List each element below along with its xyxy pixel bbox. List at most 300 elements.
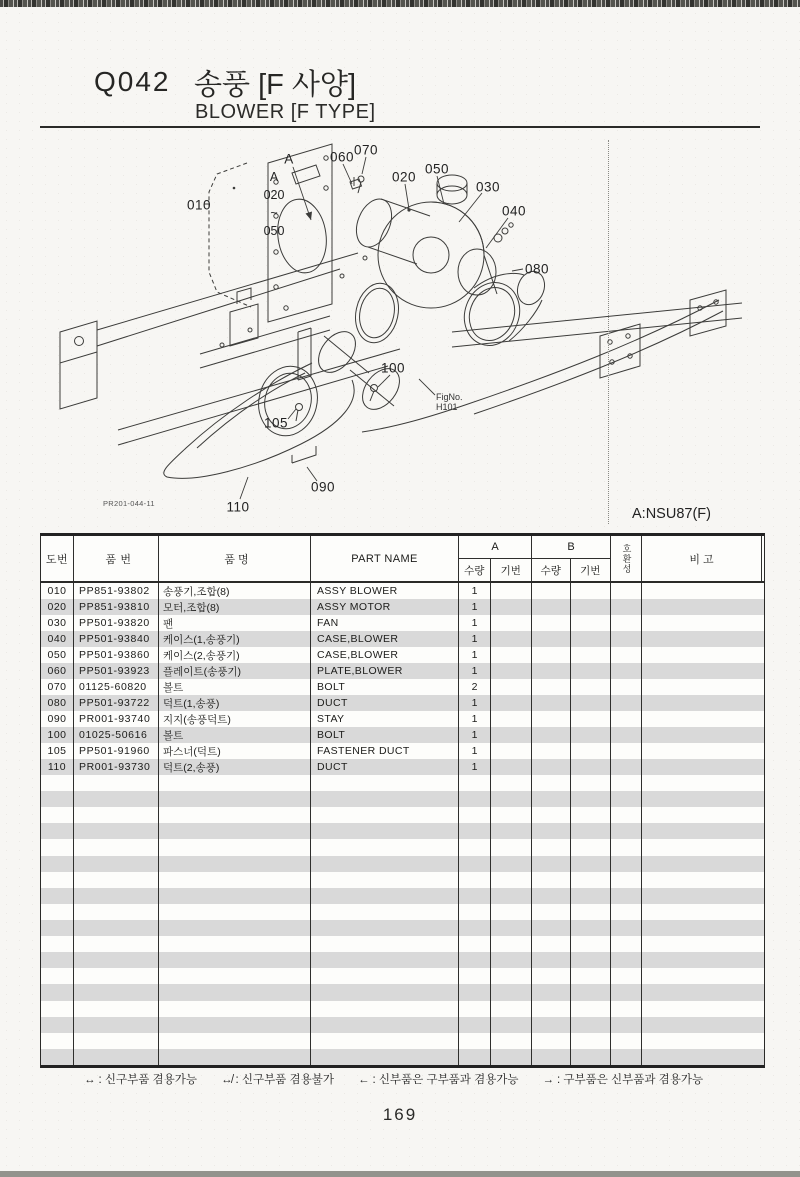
frame-outline [60, 253, 742, 445]
header-b-serial: 기번 [580, 564, 601, 577]
plug-and-bolt [350, 176, 364, 193]
table-cell [532, 823, 571, 839]
table-cell [532, 1001, 571, 1017]
legend-symbol: ↔ [84, 1074, 96, 1086]
table-cell [532, 631, 571, 647]
table-cell [571, 1049, 611, 1065]
table-cell [41, 856, 74, 872]
variant-note: A:NSU87(F) [632, 506, 711, 522]
table-cell: 090 [41, 711, 74, 727]
table-row [41, 727, 764, 743]
table-cell [611, 599, 642, 615]
table-cell [41, 968, 74, 984]
table-cell [311, 936, 459, 952]
table-row [41, 711, 764, 727]
table-cell [571, 631, 611, 647]
table-cell [571, 1017, 611, 1033]
table-cell [491, 711, 532, 727]
table-cell [74, 1001, 159, 1017]
table-cell: 2 [459, 679, 491, 695]
table-row [41, 663, 764, 679]
table-cell [74, 904, 159, 920]
table-cell: PP501-93923 [74, 663, 159, 679]
table-cell: 송풍기,조합(8) [159, 583, 311, 599]
table-cell [611, 615, 642, 631]
table-cell [491, 807, 532, 823]
table-cell: BOLT [311, 727, 459, 743]
table-cell [311, 984, 459, 1000]
table-cell [571, 759, 611, 775]
table-cell [159, 1017, 311, 1033]
callout-label-070: 070 [353, 142, 379, 158]
header-group-b [532, 536, 611, 581]
table-cell [532, 695, 571, 711]
table-cell [532, 888, 571, 904]
table-cell: 1 [459, 647, 491, 663]
table-cell [642, 839, 762, 855]
table-cell: 케이스(2,송풍기) [159, 647, 311, 663]
table-cell [311, 775, 459, 791]
table-cell [159, 968, 311, 984]
table-cell [74, 775, 159, 791]
table-cell [642, 679, 762, 695]
bracket-item: ~ [270, 206, 278, 220]
table-cell [642, 615, 762, 631]
table-cell [459, 775, 491, 791]
table-cell [74, 1017, 159, 1033]
table-row [41, 695, 764, 711]
cone-duct-outline [456, 268, 549, 354]
table-cell [491, 1001, 532, 1017]
table-cell [611, 1017, 642, 1033]
table-cell: FASTENER DUCT [311, 743, 459, 759]
table-cell [611, 1033, 642, 1049]
table-cell [459, 968, 491, 984]
table-cell [459, 952, 491, 968]
table-cell [74, 952, 159, 968]
table-cell [491, 839, 532, 855]
table-cell [571, 791, 611, 807]
table-cell: PP851-93810 [74, 599, 159, 615]
table-cell [491, 743, 532, 759]
legend-symbol: → [542, 1074, 555, 1086]
table-empty-row [41, 1017, 764, 1033]
table-cell [571, 839, 611, 855]
table-cell [611, 904, 642, 920]
table-cell: ASSY BLOWER [311, 583, 459, 599]
table-cell [642, 920, 762, 936]
table-cell [491, 727, 532, 743]
table-cell: 케이스(1,송풍기) [159, 631, 311, 647]
table-cell [159, 856, 311, 872]
table-cell [611, 1049, 642, 1065]
table-cell [532, 759, 571, 775]
table-cell [74, 888, 159, 904]
table-cell [311, 952, 459, 968]
header-part-name: PART NAME [311, 536, 459, 581]
table-cell [642, 599, 762, 615]
table-cell [459, 1049, 491, 1065]
table-cell [642, 775, 762, 791]
table-cell: PR001-93740 [74, 711, 159, 727]
table-cell: 1 [459, 695, 491, 711]
table-cell [459, 936, 491, 952]
table-cell [571, 615, 611, 631]
table-cell: 파스너(덕트) [159, 743, 311, 759]
table-cell: 060 [41, 663, 74, 679]
table-cell [459, 823, 491, 839]
table-cell: 1 [459, 743, 491, 759]
callout-label-010: 010 [186, 197, 212, 213]
table-cell: 지지(송풍덕트) [159, 711, 311, 727]
table-cell [611, 647, 642, 663]
table-cell [642, 952, 762, 968]
legend-item [358, 1071, 519, 1087]
table-cell [571, 968, 611, 984]
table-cell [41, 1049, 74, 1065]
header-compatibility-label: 호환성 [621, 543, 632, 574]
header-a-label: A [459, 536, 531, 559]
figure-reference [436, 392, 463, 412]
table-cell [159, 1001, 311, 1017]
table-row [41, 647, 764, 663]
table-cell: 1 [459, 727, 491, 743]
table-cell [491, 583, 532, 599]
table-cell [571, 727, 611, 743]
table-cell [642, 663, 762, 679]
table-cell: PLATE,BLOWER [311, 663, 459, 679]
table-cell: PP501-93722 [74, 695, 159, 711]
table-cell [532, 791, 571, 807]
table-cell [491, 647, 532, 663]
table-cell [74, 936, 159, 952]
table-cell [41, 888, 74, 904]
table-cell: 030 [41, 615, 74, 631]
table-cell [611, 583, 642, 599]
table-cell [571, 775, 611, 791]
table-cell [311, 839, 459, 855]
bracket-item: A [269, 170, 279, 184]
table-empty-row [41, 807, 764, 823]
table-cell [611, 872, 642, 888]
header-b-label: B [532, 536, 610, 559]
table-cell [159, 984, 311, 1000]
table-cell [159, 807, 311, 823]
table-cell [159, 839, 311, 855]
table-empty-row [41, 888, 764, 904]
table-cell [642, 856, 762, 872]
table-cell [459, 920, 491, 936]
table-row [41, 583, 764, 599]
table-cell [532, 583, 571, 599]
table-cell [74, 872, 159, 888]
table-cell [459, 984, 491, 1000]
table-cell [611, 984, 642, 1000]
table-cell: PP501-93840 [74, 631, 159, 647]
table-cell [611, 663, 642, 679]
group-bracket-items [261, 168, 287, 240]
table-cell [571, 711, 611, 727]
header-a-qty: 수량 [459, 559, 491, 581]
table-cell: DUCT [311, 759, 459, 775]
table-row [41, 615, 764, 631]
callout-label-030: 030 [475, 179, 501, 195]
parts-table [40, 533, 765, 1068]
table-row [41, 599, 764, 615]
callout-label-060: 060 [329, 149, 355, 165]
table-cell [611, 711, 642, 727]
bracket-item: 050 [263, 224, 285, 238]
table-cell [611, 1001, 642, 1017]
table-empty-row [41, 952, 764, 968]
table-empty-row [41, 904, 764, 920]
table-cell [311, 968, 459, 984]
table-cell [311, 1049, 459, 1065]
legend-item [84, 1071, 197, 1087]
callout-label-040: 040 [501, 203, 527, 219]
table-empty-row [41, 856, 764, 872]
table-cell [611, 695, 642, 711]
table-cell [159, 823, 311, 839]
table-cell [459, 856, 491, 872]
header-remarks: 비 고 [642, 536, 762, 581]
table-cell [571, 872, 611, 888]
table-empty-row [41, 823, 764, 839]
blower-diagram-drawing [40, 138, 760, 530]
legend-text: : 신부품은 구부품과 겸용가능 [372, 1074, 519, 1086]
table-cell [491, 695, 532, 711]
table-cell [41, 984, 74, 1000]
table-cell [532, 775, 571, 791]
table-cell [159, 775, 311, 791]
table-cell [571, 679, 611, 695]
table-header [41, 536, 764, 583]
table-empty-rows [41, 775, 764, 1065]
table-cell [642, 583, 762, 599]
table-cell [532, 663, 571, 679]
table-cell: 1 [459, 759, 491, 775]
legend-symbol: ← [357, 1074, 370, 1086]
table-cell [159, 920, 311, 936]
table-cell [642, 1049, 762, 1065]
table-empty-row [41, 1033, 764, 1049]
table-cell [459, 904, 491, 920]
table-cell [642, 904, 762, 920]
header-group-a [459, 536, 532, 581]
table-cell [532, 647, 571, 663]
table-cell [159, 791, 311, 807]
table-cell: 105 [41, 743, 74, 759]
table-cell: 덕트(1,송풍) [159, 695, 311, 711]
table-cell [41, 1033, 74, 1049]
table-cell [159, 1033, 311, 1049]
table-cell [571, 599, 611, 615]
group-bracket-outline [209, 163, 251, 307]
table-cell [491, 952, 532, 968]
table-cell [611, 888, 642, 904]
table-cell: PP501-93820 [74, 615, 159, 631]
table-row [41, 679, 764, 695]
table-cell [571, 1033, 611, 1049]
table-cell: 070 [41, 679, 74, 695]
table-cell [41, 791, 74, 807]
table-cell [459, 807, 491, 823]
table-cell [41, 1001, 74, 1017]
table-cell [459, 888, 491, 904]
table-cell [41, 904, 74, 920]
table-cell [532, 1033, 571, 1049]
table-cell [611, 968, 642, 984]
table-cell: 1 [459, 631, 491, 647]
table-cell [642, 807, 762, 823]
table-cell: CASE,BLOWER [311, 647, 459, 663]
table-empty-row [41, 1001, 764, 1017]
lower-duct-outline [164, 279, 407, 478]
table-cell: FAN [311, 615, 459, 631]
legend-item [543, 1071, 704, 1087]
table-cell [491, 888, 532, 904]
table-cell [74, 791, 159, 807]
table-cell [491, 759, 532, 775]
table-cell [491, 599, 532, 615]
table-cell: PP501-93860 [74, 647, 159, 663]
table-cell [491, 920, 532, 936]
table-cell [159, 952, 311, 968]
table-cell [532, 839, 571, 855]
table-cell [642, 631, 762, 647]
table-cell [41, 823, 74, 839]
table-cell: 1 [459, 615, 491, 631]
table-cell [611, 679, 642, 695]
table-cell [41, 872, 74, 888]
table-row [41, 759, 764, 775]
table-empty-row [41, 1049, 764, 1065]
table-cell [611, 807, 642, 823]
table-cell [459, 1017, 491, 1033]
table-cell: 010 [41, 583, 74, 599]
scan-artifact-top [0, 0, 800, 7]
table-cell: BOLT [311, 679, 459, 695]
table-cell [311, 1017, 459, 1033]
table-cell: 플레이트(송풍기) [159, 663, 311, 679]
callout-label-110: 110 [226, 499, 250, 515]
table-cell [532, 936, 571, 952]
table-empty-row [41, 775, 764, 791]
table-cell [642, 647, 762, 663]
table-cell [642, 1001, 762, 1017]
table-cell [74, 1049, 159, 1065]
table-cell [611, 775, 642, 791]
table-cell [611, 952, 642, 968]
table-cell: DUCT [311, 695, 459, 711]
table-cell: PR001-93730 [74, 759, 159, 775]
table-empty-row [41, 968, 764, 984]
table-cell: 모터,조합(8) [159, 599, 311, 615]
table-cell [159, 872, 311, 888]
table-empty-row [41, 920, 764, 936]
table-cell [459, 1001, 491, 1017]
table-cell [491, 631, 532, 647]
table-cell [611, 759, 642, 775]
dotted-separator [608, 140, 609, 524]
table-cell [41, 936, 74, 952]
table-cell [532, 711, 571, 727]
table-cell: 1 [459, 663, 491, 679]
table-cell [311, 872, 459, 888]
table-cell [532, 904, 571, 920]
table-cell [642, 791, 762, 807]
table-cell: PP501-91960 [74, 743, 159, 759]
table-cell [311, 1033, 459, 1049]
table-cell [491, 872, 532, 888]
table-cell [642, 695, 762, 711]
table-cell [611, 856, 642, 872]
table-cell [41, 839, 74, 855]
page-title-english: BLOWER [F TYPE] [195, 101, 376, 123]
table-cell [491, 968, 532, 984]
table-cell [642, 936, 762, 952]
table-cell [532, 743, 571, 759]
table-cell [74, 807, 159, 823]
table-cell [159, 1049, 311, 1065]
table-cell [491, 904, 532, 920]
table-cell [611, 727, 642, 743]
callout-label-090: 090 [310, 479, 336, 495]
figure-reference-line1: FigNo. [436, 392, 463, 402]
table-cell: 01125-60820 [74, 679, 159, 695]
table-cell [571, 856, 611, 872]
table-cell [491, 1017, 532, 1033]
table-cell [311, 888, 459, 904]
table-cell [611, 823, 642, 839]
callout-label-100: 100 [380, 360, 406, 376]
table-empty-row [41, 872, 764, 888]
table-cell [311, 904, 459, 920]
table-cell [311, 1001, 459, 1017]
table-cell [459, 872, 491, 888]
scan-artifact-bottom [0, 1171, 800, 1177]
table-row [41, 743, 764, 759]
table-cell [532, 984, 571, 1000]
table-cell [611, 743, 642, 759]
table-cell [642, 968, 762, 984]
legend-text: : 구부품은 신부품과 겸용가능 [557, 1074, 704, 1086]
table-cell [642, 711, 762, 727]
table-cell [571, 904, 611, 920]
table-cell: 1 [459, 711, 491, 727]
table-cell [571, 807, 611, 823]
table-cell: STAY [311, 711, 459, 727]
table-cell [491, 823, 532, 839]
header-fig-no: 도번 [41, 536, 74, 581]
table-cell [642, 727, 762, 743]
table-cell [532, 920, 571, 936]
table-cell [491, 663, 532, 679]
callout-label-a: A [284, 151, 294, 167]
table-cell: 050 [41, 647, 74, 663]
header-part-no: 품 번 [74, 536, 159, 581]
table-empty-row [41, 791, 764, 807]
table-cell [491, 936, 532, 952]
table-cell: ASSY MOTOR [311, 599, 459, 615]
table-cell [571, 952, 611, 968]
table-cell [642, 888, 762, 904]
table-row [41, 631, 764, 647]
callout-label-080: 080 [524, 261, 550, 277]
table-cell [459, 1033, 491, 1049]
table-empty-row [41, 936, 764, 952]
table-cell: 1 [459, 583, 491, 599]
